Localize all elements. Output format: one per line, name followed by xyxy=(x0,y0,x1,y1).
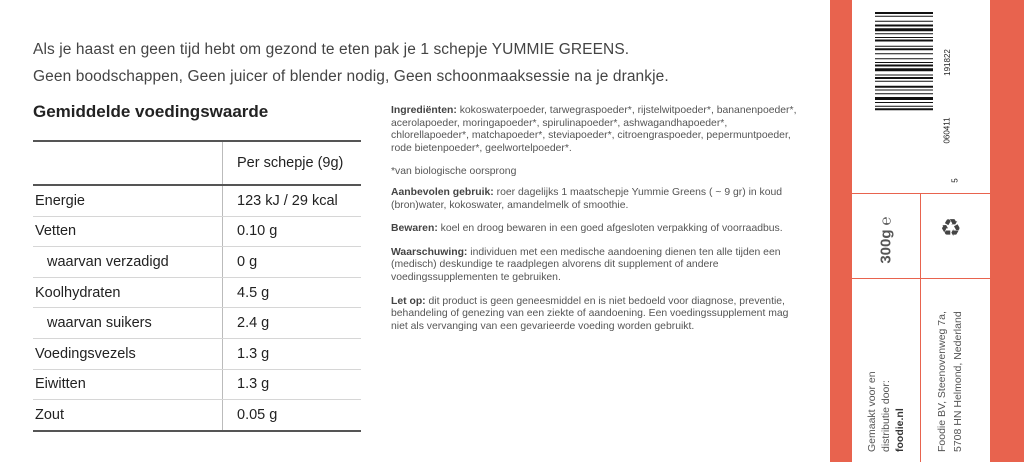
nutrition-label: Koolhydraten xyxy=(33,277,223,308)
net-weight xyxy=(856,210,916,270)
nutrition-label: Vetten xyxy=(33,216,223,247)
usage-label: Aanbevolen gebruik: xyxy=(391,186,494,198)
nutrition-row xyxy=(33,247,361,278)
recycle-icon: ♻ xyxy=(940,215,962,242)
product-info xyxy=(391,105,803,344)
nutrition-label: Eiwitten xyxy=(33,369,223,400)
nutrition-row xyxy=(33,369,361,400)
nutrition-label: Energie xyxy=(33,185,223,216)
ingredients-paragraph xyxy=(391,105,803,155)
address-line-2: 5708 HN Helmond, Nederland xyxy=(952,311,964,452)
nutrition-row xyxy=(33,277,361,308)
nutrition-value: 4.5 g xyxy=(223,277,362,308)
nutrition-label: Voedingsvezels xyxy=(33,338,223,369)
ingredients-label: Ingrediënten: xyxy=(391,105,457,116)
nutrition-column-header: Per schepje (9g) xyxy=(223,141,362,185)
barcode-digit-prefix: 5 xyxy=(950,178,960,183)
nutrition-row xyxy=(33,185,361,216)
storage-paragraph xyxy=(391,223,803,236)
barcode-digits-group1: 060411 xyxy=(942,117,952,144)
nutrition-table xyxy=(33,140,361,432)
nutrition-value: 2.4 g xyxy=(223,308,362,339)
nutrition-header-empty xyxy=(33,141,223,185)
divider xyxy=(852,193,990,194)
nutrition-value: 1.3 g xyxy=(223,338,362,369)
storage-text: koel en droog bewaren in een goed afgesloten verpakking of voorraadbus. xyxy=(437,223,783,235)
note-text: dit product is geen geneesmiddel en is niet bedoeld voor diagnose, preventie, behandeling of genezing van een ziekte of aandoening. Een voedingssupplement mag niet als vervanging van een gevarieerde voeding worden gebruikt. xyxy=(391,295,789,332)
nutrition-label: waarvan suikers xyxy=(33,308,223,339)
ingredients-text: kokoswaterpoeder, tarwegraspoeder*, rijstelwitpoeder*, bananenpoeder*, acerolapoeder, moringapoeder*, spirulinapoeder*, ashwagandhapoeder*, chlorellapoeder*, matchapoeder*, steviapoeder*, citroengraspoeder, pepermuntpoeder, rode bietenpoeder*, geelwortelpoeder*. xyxy=(391,105,797,154)
address-line-1: Foodie BV, Steenovenweg 7a, xyxy=(936,311,948,452)
divider xyxy=(852,278,990,279)
nutrition-value: 1.3 g xyxy=(223,369,362,400)
intro-line-1: Als je haast en geen tijd hebt om gezond te eten pak je 1 schepje YUMMIE GREENS. xyxy=(33,41,630,58)
nutrition-label: waarvan verzadigd xyxy=(33,247,223,278)
nutrition-title: Gemiddelde voedingswaarde xyxy=(33,102,269,121)
nutrition-row xyxy=(33,338,361,369)
intro-line-2: Geen boodschappen, Geen juicer of blender nodig, Geen schoonmaaksessie na je drankje. xyxy=(33,68,669,85)
made-for-brand: foodie.nl xyxy=(894,408,906,452)
nutrition-value: 123 kJ / 29 kcal xyxy=(223,185,362,216)
net-weight-text: 300g ℮ xyxy=(877,216,895,264)
nutrition-value: 0 g xyxy=(223,247,362,278)
warning-paragraph xyxy=(391,247,803,285)
note-label: Let op: xyxy=(391,295,426,307)
note-paragraph xyxy=(391,296,803,334)
divider xyxy=(920,193,921,278)
warning-label: Waarschuwing: xyxy=(391,246,468,258)
nutrition-header-row xyxy=(33,141,361,185)
barcode-digits-group2: 191822 xyxy=(942,49,952,76)
made-for-line-1: Gemaakt voor en xyxy=(866,371,878,452)
nutrition-label: Zout xyxy=(33,400,223,431)
nutrition-row xyxy=(33,400,361,431)
divider xyxy=(920,278,921,462)
usage-paragraph xyxy=(391,187,803,212)
warning-text: individuen met een medische aandoening dienen ten alle tijden een (medisch) deskundige te raadplegen alvorens dit supplement of andere voedingssupplementen te gebruiken. xyxy=(391,246,781,283)
made-for-line-2: distributie door: xyxy=(880,380,892,452)
nutrition-row xyxy=(33,216,361,247)
usage-text: roer dagelijks 1 maatschepje Yummie Greens ( ~ 9 gr) in koud (bron)water, kokoswater, amandelmelk of smoothie. xyxy=(391,186,783,211)
storage-label: Bewaren: xyxy=(391,223,438,235)
organic-note: *van biologische oorsprong xyxy=(391,166,517,178)
nutrition-value: 0.05 g xyxy=(223,400,362,431)
nutrition-value: 0.10 g xyxy=(223,216,362,247)
barcode xyxy=(875,10,945,188)
nutrition-row xyxy=(33,308,361,339)
intro-text xyxy=(33,36,669,90)
